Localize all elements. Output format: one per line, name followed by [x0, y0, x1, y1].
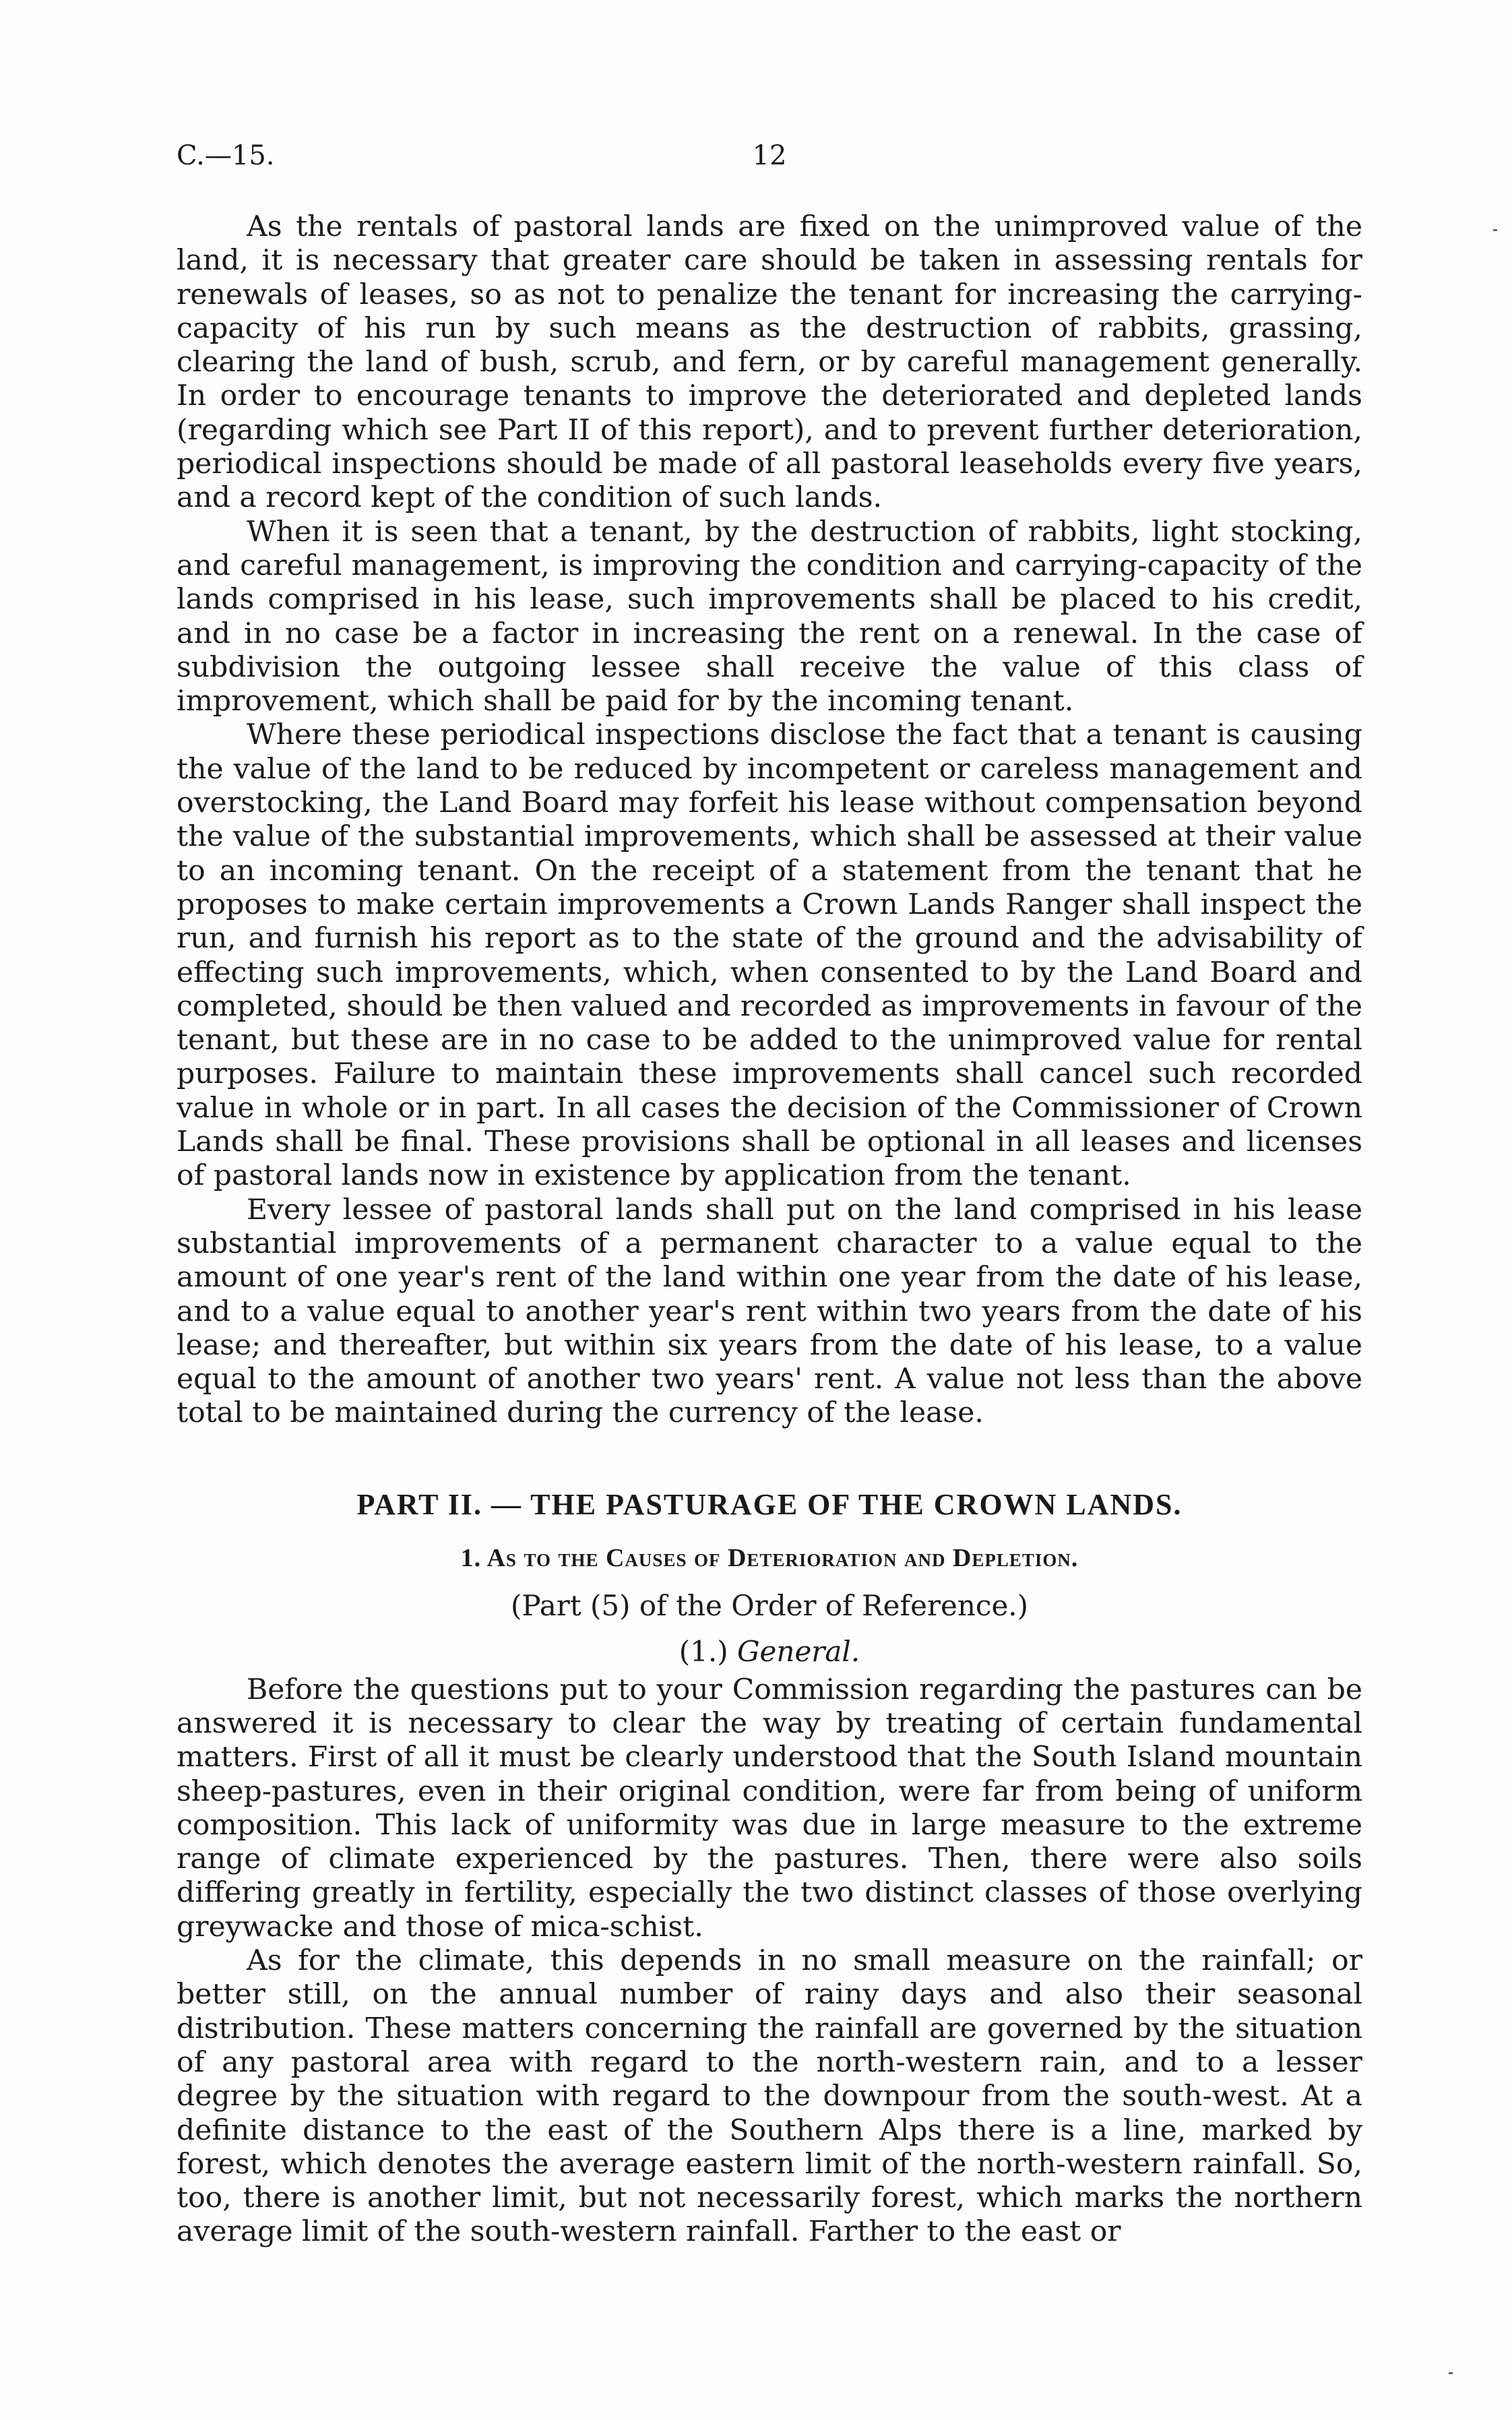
section-heading: 1. As to the Causes of Deterioration and Depletion. — [460, 1543, 1079, 1572]
part-heading: PART II. — THE PASTURAGE OF THE CROWN LANDS. — [356, 1487, 1183, 1521]
paragraph: As the rentals of pastoral lands are fixed on the unimproved value of the land, it is necessary that greater care should be taken in assessing rentals for renewals of leases, so as not to penalize the tenant for increasing the carrying-capacity of his run by such means as the destruction of rabbits, grassing, clearing the land of bush, scrub, and fern, or by careful management generally. In order to encourage tenants to improve the deteriorated and depleted lands (regarding which see Part II of this report), and to prevent further deterioration, periodical inspections should be made of all pastoral leaseholds every five years, and a record kept of the condition of such lands. — [177, 210, 1362, 515]
paragraph: Before the questions put to your Commission regarding the pastures can be answered it is necessary to clear the way by treating of certain fundamental matters. First of all it must be clearly understood that the South Island mountain sheep-pastures, even in their original condition, were far from being of uniform composition. This lack of uniformity was due in large measure to the extreme range of climate experienced by the pastures. Then, there were also soils differing greatly in fertility, especially the two distinct classes of those overlying greywacke and those of mica-schist. — [177, 1673, 1362, 1944]
paragraph: When it is seen that a tenant, by the destruction of rabbits, light stocking, and careful management, is improving the condition and carrying-capacity of the lands comprised in his lease, such improvements shall be placed to his credit, and in no case be a factor in increasing the rent on a renewal. In the case of subdivision the outgoing lessee shall receive the value of this class of improvement, which shall be paid for by the incoming tenant. — [177, 515, 1362, 718]
subheading-number: (1.) — [679, 1634, 728, 1668]
paragraph: Where these periodical inspections disclose the fact that a tenant is causing the value of the land to be reduced by incompetent or careless management and overstocking, the Land Board may forfeit his lease without compensation beyond the value of the substantial improvements, which shall be assessed at their value to an incoming tenant. On the receipt of a statement from the tenant that he proposes to make certain improvements a Crown Lands Ranger shall inspect the run, and furnish his report as to the state of the ground and the advisability of effecting such improvements, which, when consented to by the Land Board and completed, should be then valued and recorded as improvements in favour of the tenant, but these are in no case to be added to the unimproved value for rental purposes. Failure to maintain these improvements shall cancel such recorded value in whole or in part. In all cases the decision of the Commissioner of Crown Lands shall be final. These provisions shall be optional in all leases and licenses of pastoral lands now in existence by application from the tenant. — [177, 718, 1362, 1193]
order-of-reference-line: (Part (5) of the Order of Reference.) — [510, 1588, 1029, 1622]
subheading-title: General. — [736, 1634, 860, 1668]
section-body — [177, 1673, 1362, 2250]
subheading — [177, 1634, 1362, 1669]
page-header — [177, 140, 1362, 181]
scan-speck — [1493, 229, 1497, 231]
page-number: 12 — [752, 140, 787, 171]
paragraph: As for the climate, this depends in no small measure on the rainfall; or better still, on the annual number of rainy days and also their seasonal distribution. These matters concerning the rainfall are governed by the situation of any pastoral area with regard to the north-western rain, and to a lesser degree by the situation with regard to the downpour from the south-west. At a definite distance to the east of the Southern Alps there is a line, marked by forest, which denotes the average eastern limit of the north-western rainfall. So, too, there is another limit, but not necessarily forest, which marks the northern average limit of the south-western rainfall. Farther to the east or — [177, 1944, 1362, 2249]
paragraph: Every lessee of pastoral lands shall put on the land comprised in his lease substantial improvements of a permanent character to a value equal to the amount of one year's rent of the land within one year from the date of his lease, and to a value equal to another year's rent within two years from the date of his lease; and thereafter, but within six years from the date of his lease, to a value equal to the amount of another two years' rent. A value not less than the above total to be maintained during the currency of the lease. — [177, 1193, 1362, 1430]
scan-speck — [1449, 2372, 1453, 2374]
body-text — [177, 210, 1362, 2250]
document-reference: C.—15. — [177, 140, 275, 171]
